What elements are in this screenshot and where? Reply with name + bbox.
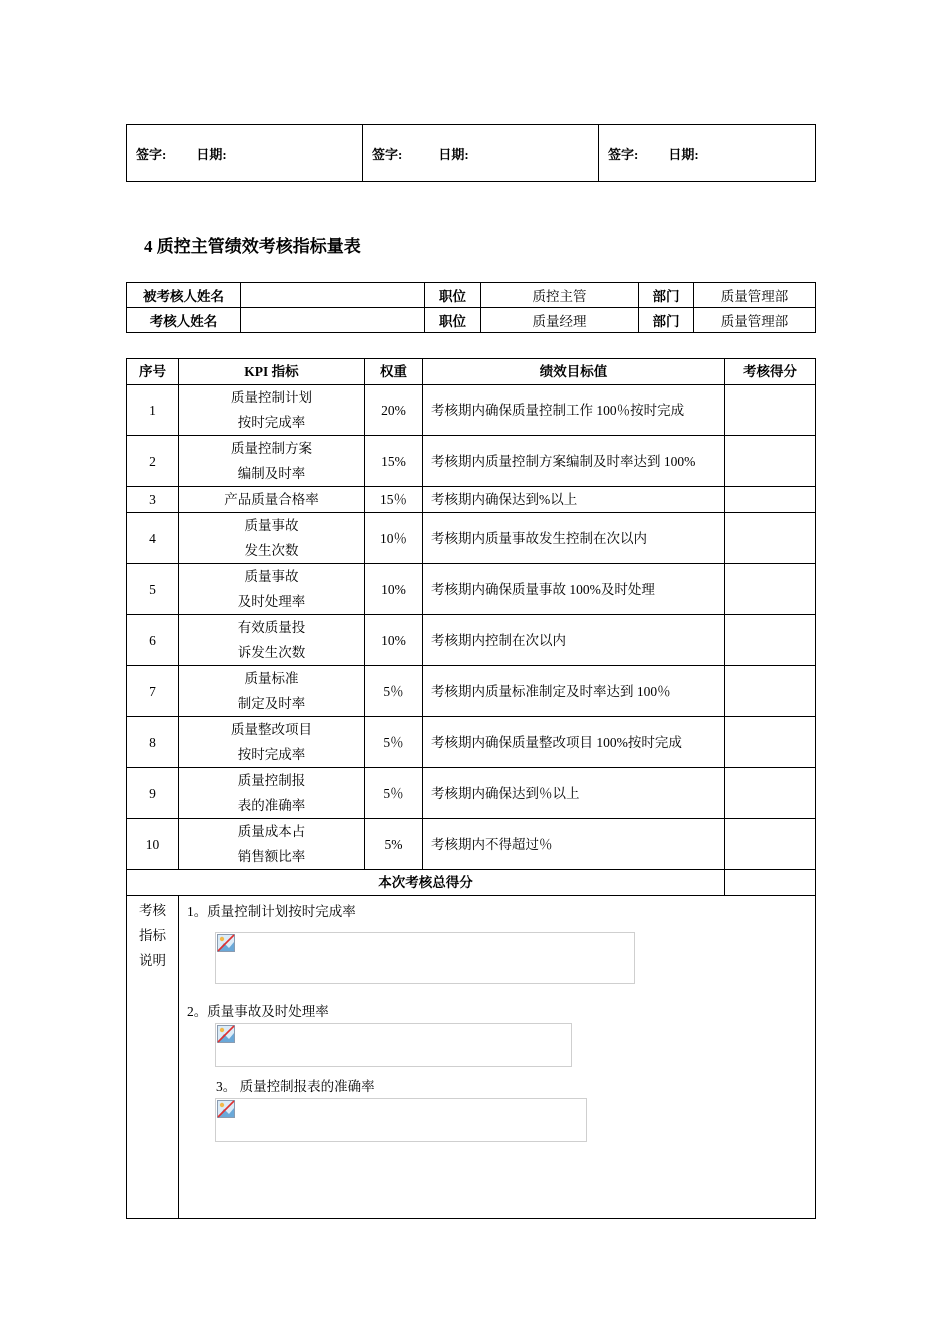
header-score: 考核得分 [725,359,816,385]
kpi-table [126,358,816,1219]
table-row [127,717,816,768]
row-score[interactable] [725,487,816,513]
date-label: 日期: [438,146,469,162]
section-title: 4 质控主管绩效考核指标量表 [144,237,361,256]
table-row [127,564,816,615]
row-score[interactable] [725,615,816,666]
formula-image-3 [215,1098,587,1142]
kpi-line: 质量事故 [244,569,299,584]
explanation-body [179,896,816,1219]
row-no: 5 [127,564,179,615]
table-row [127,615,816,666]
row-weight: 5% [365,819,423,870]
row-goal: 考核期内确保质量事故 100%及时处理 [423,564,725,615]
date-label: 日期: [668,146,699,162]
row-no: 6 [127,615,179,666]
table-row [127,513,816,564]
kpi-line: 质量成本占 [237,824,306,839]
department-value: 质量管理部 [694,283,816,308]
kpi-line: 及时处理率 [237,594,306,609]
kpi-line: 编制及时率 [237,466,306,481]
signature-cell [599,125,816,182]
date-label: 日期: [196,146,227,162]
row-kpi [179,615,365,666]
formula-image-1 [215,932,635,984]
explanation-label-line: 说明 [139,953,166,968]
table-row [127,436,816,487]
formula-image-2 [215,1023,572,1067]
kpi-line: 质量控制计划 [231,390,312,405]
row-weight: 10％ [365,513,423,564]
assessor-name-value[interactable] [241,308,425,333]
row-weight: 10% [365,615,423,666]
row-goal: 考核期内确保质量整改项目 100%按时完成 [423,717,725,768]
row-weight: 10% [365,564,423,615]
row-score[interactable] [725,513,816,564]
row-goal: 考核期内确保达到%以上 [423,487,725,513]
department-value: 质量管理部 [694,308,816,333]
explanation-label [127,896,179,1219]
row-kpi [179,436,365,487]
row-score[interactable] [725,436,816,487]
row-kpi [179,717,365,768]
total-score[interactable] [725,870,816,896]
assessee-info-table [126,282,816,333]
total-row [127,870,816,896]
row-kpi [179,385,365,436]
total-label: 本次考核总得分 [127,870,725,896]
row-no: 10 [127,819,179,870]
row-score[interactable] [725,385,816,436]
row-score[interactable] [725,768,816,819]
department-label: 部门 [639,283,694,308]
kpi-line: 制定及时率 [237,696,306,711]
header-goal: 绩效目标值 [423,359,725,385]
kpi-line: 质量标准 [244,671,299,686]
row-weight: 5％ [365,666,423,717]
row-weight: 5％ [365,717,423,768]
explanation-item-1: 1。质量控制计划按时完成率 [187,904,356,919]
position-value: 质量经理 [481,308,639,333]
broken-image-icon [217,934,235,952]
explanation-item-2: 2。质量事故及时处理率 [187,1004,329,1019]
position-label: 职位 [425,308,481,333]
table-row [127,487,816,513]
assessor-name-label: 考核人姓名 [127,308,241,333]
row-score[interactable] [725,819,816,870]
row-no: 8 [127,717,179,768]
explanation-label-line: 考核 [139,903,166,918]
table-row [127,385,816,436]
assessee-name-label: 被考核人姓名 [127,283,241,308]
row-score[interactable] [725,564,816,615]
row-goal: 考核期内不得超过％ [423,819,725,870]
row-goal: 考核期内质量标准制定及时率达到 100％ [423,666,725,717]
row-kpi [179,666,365,717]
signature-cell [127,125,363,182]
kpi-line: 发生次数 [244,543,299,558]
row-no: 2 [127,436,179,487]
row-kpi [179,564,365,615]
table-row [127,819,816,870]
kpi-line: 质量整改项目 [231,722,312,737]
row-goal: 考核期内质量事故发生控制在次以内 [423,513,725,564]
row-goal: 考核期内控制在次以内 [423,615,725,666]
kpi-line: 诉发生次数 [237,645,306,660]
kpi-line: 质量控制报 [237,773,306,788]
row-weight: 15％ [365,487,423,513]
broken-image-icon [217,1100,235,1118]
row-score[interactable] [725,666,816,717]
kpi-line: 表的准确率 [237,798,306,813]
kpi-line: 有效质量投 [237,620,306,635]
table-row [127,666,816,717]
sign-label: 签字: [372,146,403,162]
kpi-line: 销售额比率 [237,849,306,864]
kpi-line: 质量控制方案 [231,441,312,456]
assessee-name-value[interactable] [241,283,425,308]
kpi-line: 按时完成率 [237,747,306,762]
row-weight: 15% [365,436,423,487]
row-no: 1 [127,385,179,436]
sign-label: 签字: [136,146,167,162]
broken-image-icon [217,1025,235,1043]
header-kpi: KPI 指标 [179,359,365,385]
row-goal: 考核期内确保质量控制工作 100％按时完成 [423,385,725,436]
explanation-item-3: 3。 质量控制报表的准确率 [216,1079,375,1094]
row-no: 3 [127,487,179,513]
explanation-label-line: 指标 [139,928,166,943]
kpi-line: 质量事故 [244,518,299,533]
row-score[interactable] [725,717,816,768]
header-weight: 权重 [365,359,423,385]
header-no: 序号 [127,359,179,385]
row-weight: 20% [365,385,423,436]
position-label: 职位 [425,283,481,308]
row-kpi [179,819,365,870]
row-no: 9 [127,768,179,819]
signature-table [126,124,816,182]
position-value: 质控主管 [481,283,639,308]
sign-label: 签字: [608,146,639,162]
signature-cell [363,125,599,182]
kpi-header-row [127,359,816,385]
department-label: 部门 [639,308,694,333]
row-kpi: 产品质量合格率 [179,487,365,513]
row-weight: 5％ [365,768,423,819]
row-kpi [179,513,365,564]
row-goal: 考核期内确保达到％以上 [423,768,725,819]
kpi-line: 按时完成率 [237,415,306,430]
row-goal: 考核期内质量控制方案编制及时率达到 100% [423,436,725,487]
row-kpi [179,768,365,819]
row-no: 7 [127,666,179,717]
row-no: 4 [127,513,179,564]
explanation-row [127,896,816,1219]
table-row [127,768,816,819]
